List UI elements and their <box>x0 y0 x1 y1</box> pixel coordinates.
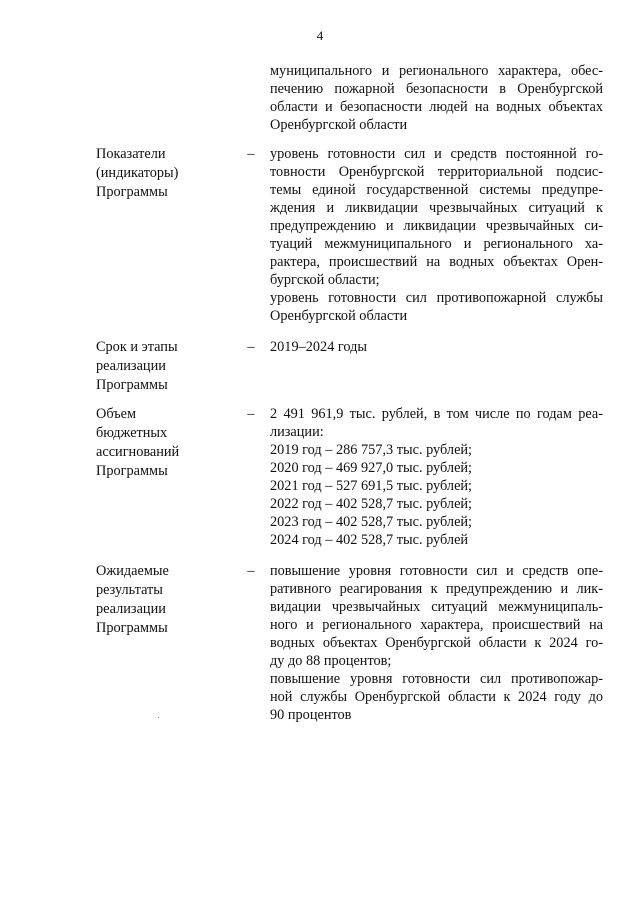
value-line: 2021 год – 527 691,5 тыс. рублей; <box>270 478 473 494</box>
dash-separator: – <box>247 406 255 422</box>
value-line: 90 процентов <box>270 707 352 723</box>
intro-text <box>270 62 603 134</box>
value-line: предупреждению и ликвидации чрезвычайных си- <box>270 218 603 234</box>
label-line: Ожидаемые <box>96 563 169 579</box>
value-line: повышение уровня готовности сил и средств опе- <box>270 563 603 579</box>
value-line: ждения и ликвидации чрезвычайных ситуаций к <box>270 200 603 216</box>
value-line: видации чрезвычайных ситуаций межмуниципаль- <box>270 599 603 615</box>
value-line: 2019–2024 годы <box>270 339 368 355</box>
section-label <box>96 562 216 638</box>
dash-separator: – <box>247 563 255 579</box>
section-value <box>270 338 603 356</box>
label-line: Срок и этапы <box>96 339 178 355</box>
label-line: реализации <box>96 358 166 374</box>
section-label <box>96 145 216 202</box>
value-line: 2022 год – 402 528,7 тыс. рублей; <box>270 496 473 512</box>
section-value <box>270 562 603 724</box>
value-line: рактера, происшествий на водных объектах Орен- <box>270 254 603 270</box>
label-line: Программы <box>96 620 168 636</box>
value-line: 2019 год – 286 757,3 тыс. рублей; <box>270 442 473 458</box>
value-line: Оренбургской области <box>270 308 408 324</box>
value-line: 2023 год – 402 528,7 тыс. рублей; <box>270 514 473 530</box>
label-line: результаты <box>96 582 163 598</box>
label-line: Программы <box>96 463 168 479</box>
value-line: уровень готовности сил и средств постоянной го- <box>270 146 603 162</box>
section-value <box>270 145 603 325</box>
dash-separator: – <box>247 146 255 162</box>
intro-line: Оренбургской области <box>270 117 408 133</box>
label-line: (индикаторы) <box>96 165 179 181</box>
scan-speck <box>158 717 159 718</box>
label-line: бюджетных <box>96 425 168 441</box>
page-number: 4 <box>316 28 324 43</box>
label-line: Программы <box>96 184 168 200</box>
value-line: ного и регионального характера, происшествий на <box>270 617 603 633</box>
intro-line: муниципального и регионального характера, обес- <box>270 63 603 79</box>
value-line: 2024 год – 402 528,7 тыс. рублей <box>270 532 469 548</box>
value-line: повышение уровня готовности сил противопожар- <box>270 671 603 687</box>
intro-line: печению пожарной безопасности в Оренбургской <box>270 81 603 97</box>
section-label <box>96 405 216 481</box>
value-line: уровень готовности сил противопожарной службы <box>270 290 603 306</box>
dash-separator: – <box>247 339 255 355</box>
label-line: Программы <box>96 377 168 393</box>
label-line: ассигнований <box>96 444 180 460</box>
value-line: водных объектах Оренбургской области к 2024 го- <box>270 635 603 651</box>
value-line: 2020 год – 469 927,0 тыс. рублей; <box>270 460 473 476</box>
value-line: ративного реагирования к предупреждению и лик- <box>270 581 603 597</box>
value-line: лизации: <box>270 424 324 440</box>
value-line: товности Оренбургской территориальной подсис- <box>270 164 603 180</box>
value-line: туаций межмуниципального и регионального ха- <box>270 236 603 252</box>
label-line: Объем <box>96 406 137 422</box>
label-line: реализации <box>96 601 166 617</box>
label-line: Показатели <box>96 146 166 162</box>
intro-line: области и безопасности людей на водных объектах <box>270 99 603 115</box>
section-label <box>96 338 216 395</box>
value-line: 2 491 961,9 тыс. рублей, в том числе по годам реа- <box>270 406 603 422</box>
value-line: бургской области; <box>270 272 380 288</box>
section-value <box>270 405 603 549</box>
value-line: темы единой государственной системы предупре- <box>270 182 603 198</box>
value-line: ной службы Оренбургской области к 2024 году до <box>270 689 603 705</box>
value-line: ду до 88 процентов; <box>270 653 392 669</box>
